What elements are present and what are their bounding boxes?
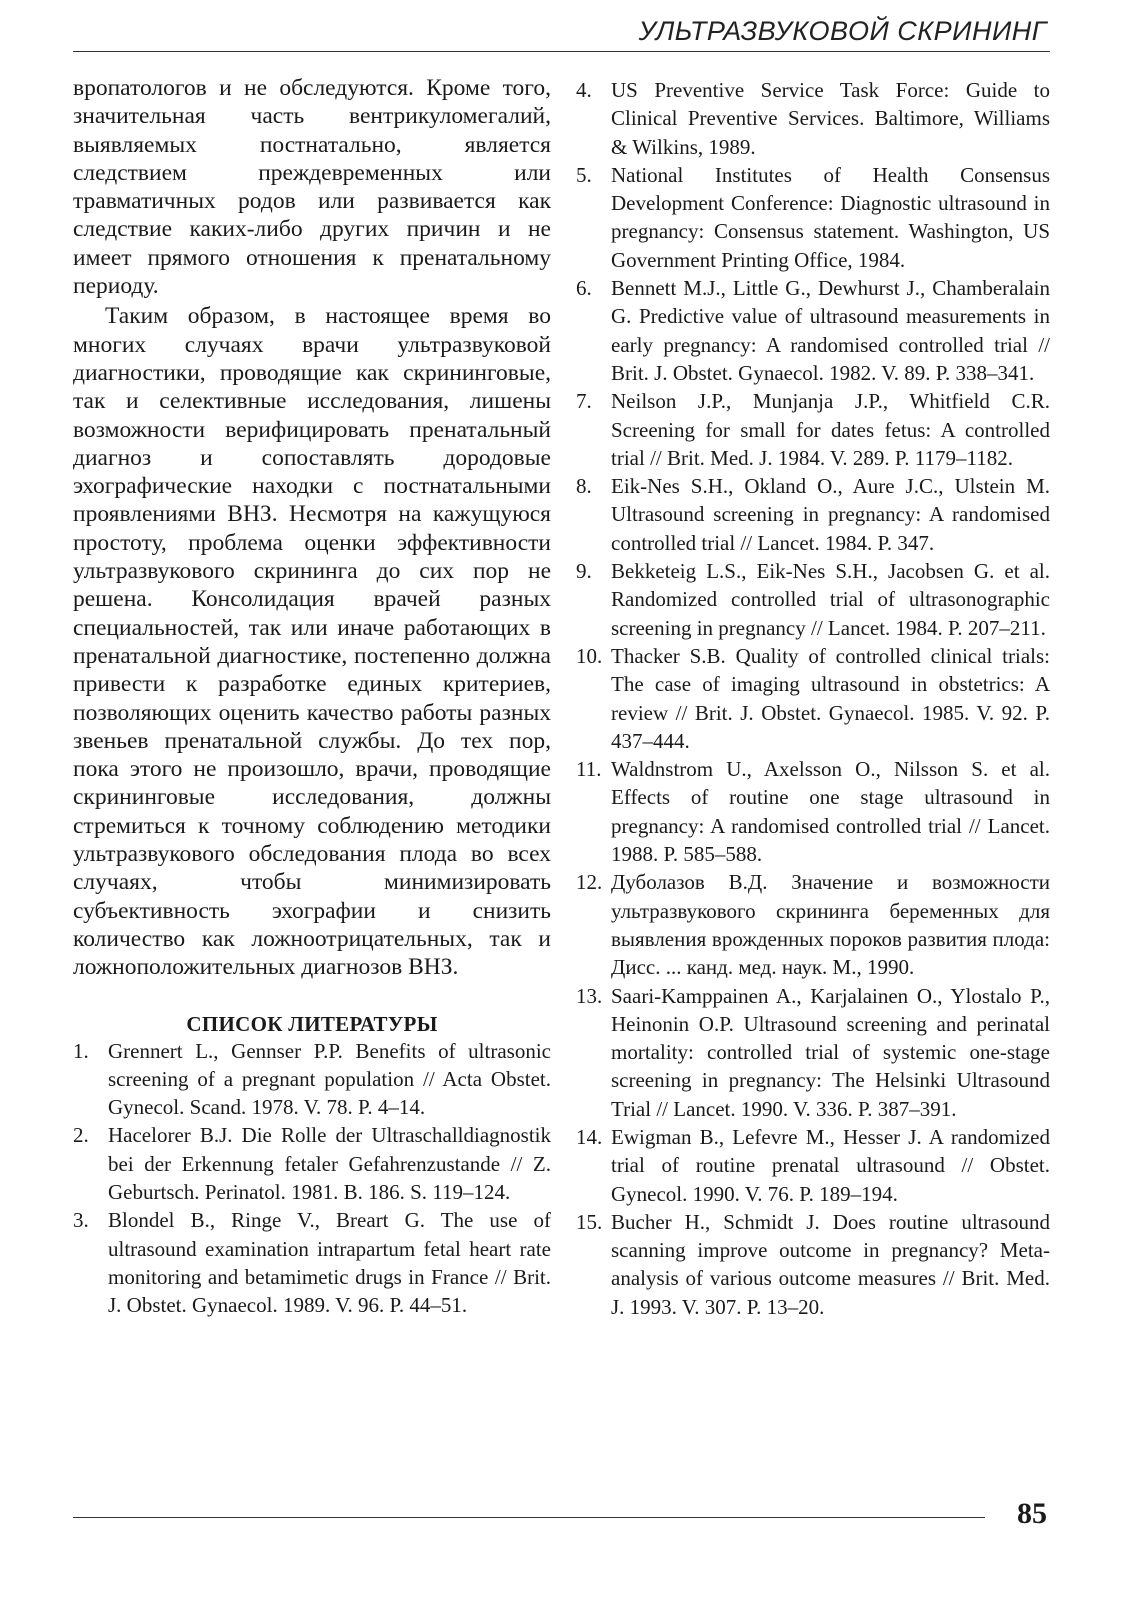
reference-number: 9. xyxy=(576,559,592,584)
reference-number: 5. xyxy=(576,162,592,187)
reference-text: Bucher H., Schmidt J. Does routine ultrasound scanning improve outcome in pregnancy? Meta-analysis of various outcome measures // Brit. Med. J. 1993. V. 307. P. 13–20. xyxy=(611,1209,1050,1319)
reference-item-9 xyxy=(576,557,1050,642)
reference-text: Bennett M.J., Little G., Dewhurst J., Chamberalain G. Predictive value of ultrasound measurements in early pregnancy: A randomised controlled trial // Brit. J. Obstet. Gynaecol. 1982. V. 89. P. 338–341. xyxy=(611,276,1050,385)
reference-number: 10. xyxy=(576,643,603,668)
reference-text: Thacker S.B. Quality of controlled clinical trials: The case of imaging ultrasound in obstetrics: A review // Brit. J. Obstet. Gynaecol. 1985. V. 92. P. 437–444. xyxy=(611,643,1050,753)
reference-item-3 xyxy=(73,1206,551,1319)
references-heading: СПИСОК ЛИТЕРАТУРЫ xyxy=(186,1011,438,1036)
reference-item-15 xyxy=(576,1208,1050,1321)
running-header: УЛЬТРАЗВУКОВОЙ СКРИНИНГ xyxy=(638,16,1047,46)
reference-number: 15. xyxy=(576,1209,603,1234)
left-column xyxy=(73,74,551,1319)
header-rule xyxy=(73,51,1050,52)
reference-item-4 xyxy=(576,76,1050,161)
reference-number: 12. xyxy=(576,870,603,895)
reference-item-13 xyxy=(576,982,1050,1123)
reference-number: 1. xyxy=(73,1038,89,1063)
reference-number: 3. xyxy=(73,1208,89,1233)
reference-number: 7. xyxy=(576,389,592,414)
footer-rule xyxy=(73,1517,985,1518)
body-paragraph-2: Таким образом, в настоящее время во многих случаях врачи ультразвуковой диагностики, проводящие как скрининговые, так и селективные исследования, лишены возможности верифицировать пренатальный диагноз и сопоставлять дородовые эхографические находки с постнатальными проявлениями ВНЗ. Несмотря на кажущуюся простоту, проблема оценки эффективности ультразвукового скрининга до сих пор не решена. Консолидация врачей разных специальностей, так или иначе работающих в пренатальной диагностике, постепенно должна привести к разработке единых критериев, позволяющих оценить качество работы разных звеньев пренатальной службы. До тех пор, пока этого не произошло, врачи, проводящие скрининговые исследования, должны стремиться к точному соблюдению методики ультразвукового обследования плода во всех случаях, чтобы минимизировать субъективность эхографии и снизить количество как ложноотрицательных, так и ложноположительных диагнозов ВНЗ. xyxy=(73,303,551,981)
reference-number: 4. xyxy=(576,78,592,102)
reference-text: Blondel B., Ringe V., Breart G. The use of ultrasound examination intrapartum fetal heart rate monitoring and betamimetic drugs in France // Brit. J. Obstet. Gynaecol. 1989. V. 96. P. 44–51. xyxy=(108,1208,551,1318)
reference-item-11 xyxy=(576,755,1050,868)
body-paragraph-1: вропатологов и не обследуются. Кроме того, значительная часть вентрикуломегалий, выявляемых постнатально, является следствием преждевременных или травматичных родов или развивается как следствие каких-либо других причин и не имеет прямого отношения к пренатальному периоду. xyxy=(73,75,551,300)
reference-text: Дуболазов В.Д. Значение и возможности ультразвукового скрининга беременных для выявления врожденных пороков развития плода: Дисс. ... канд. мед. наук. М., 1990. xyxy=(611,870,1050,980)
page-number: 85 xyxy=(1017,1497,1047,1530)
reference-number: 14. xyxy=(576,1124,603,1149)
reference-item-12 xyxy=(576,868,1050,981)
reference-text: Bekketeig L.S., Eik-Nes S.H., Jacobsen G. et al. Randomized controlled trial of ultrasonographic screening in pregnancy // Lancet. 1984. P. 207–211. xyxy=(611,559,1050,640)
reference-text: Hacelorer B.J. Die Rolle der Ultraschalldiagnostik bei der Erkennung fetaler Gefahrenzustande // Z. Geburtsch. Perinatol. 1981. B. 186. S. 119–124. xyxy=(108,1123,551,1204)
reference-item-8 xyxy=(576,472,1050,557)
reference-text: Neilson J.P., Munjanja J.P., Whitfield C.R. Screening for small for dates fetus: A controlled trial // Brit. Med. J. 1984. V. 289. P. 1179–1182. xyxy=(611,389,1050,470)
reference-list-right xyxy=(576,76,1050,1321)
reference-item-14 xyxy=(576,1123,1050,1208)
reference-text: Waldnstrom U., Axelsson O., Nilsson S. et al. Effects of routine one stage ultrasound in pregnancy: A randomised controlled trial // Lancet. 1988. P. 585–588. xyxy=(611,757,1050,867)
reference-list-left xyxy=(73,1037,551,1320)
reference-text: Saari-Kamppainen A., Karjalainen O., Ylostalo P., Heinonin O.P. Ultrasound screening and perinatal mortality: controlled trial of systemic one-stage screening in pregnancy: The Helsinki Ultrasound Trial // Lancet. 1990. V. 336. P. 387–391. xyxy=(611,983,1050,1121)
reference-item-6 xyxy=(576,274,1050,387)
reference-item-7 xyxy=(576,387,1050,472)
reference-text: Ewigman B., Lefevre M., Hesser J. A randomized trial of routine prenatal ultrasound // Obstet. Gynecol. 1990. V. 76. P. 189–194. xyxy=(611,1124,1050,1206)
reference-number: 13. xyxy=(576,983,603,1008)
reference-number: 6. xyxy=(576,276,592,301)
right-column xyxy=(576,76,1050,1321)
reference-item-5 xyxy=(576,161,1050,274)
reference-text: US Preventive Service Task Force: Guide to Clinical Preventive Services. Baltimore, Williams & Wilkins, 1989. xyxy=(611,78,1050,159)
reference-text: Eik-Nes S.H., Okland O., Aure J.C., Ulstein M. Ultrasound screening in pregnancy: A randomised controlled trial // Lancet. 1984. P. 347. xyxy=(611,474,1050,555)
reference-item-2 xyxy=(73,1121,551,1206)
reference-text: National Institutes of Health Consensus Development Conference: Diagnostic ultrasound in pregnancy: Consensus statement. Washington, US Government Printing Office, 1984. xyxy=(611,162,1050,272)
reference-item-1 xyxy=(73,1037,551,1122)
reference-number: 2. xyxy=(73,1123,89,1148)
reference-number: 8. xyxy=(576,474,592,499)
reference-item-10 xyxy=(576,642,1050,755)
reference-number: 11. xyxy=(576,757,602,782)
reference-text: Grennert L., Gennser P.P. Benefits of ultrasonic screening of a pregnant population // Acta Obstet. Gynecol. Scand. 1978. V. 78. P. 4–14. xyxy=(108,1038,551,1120)
